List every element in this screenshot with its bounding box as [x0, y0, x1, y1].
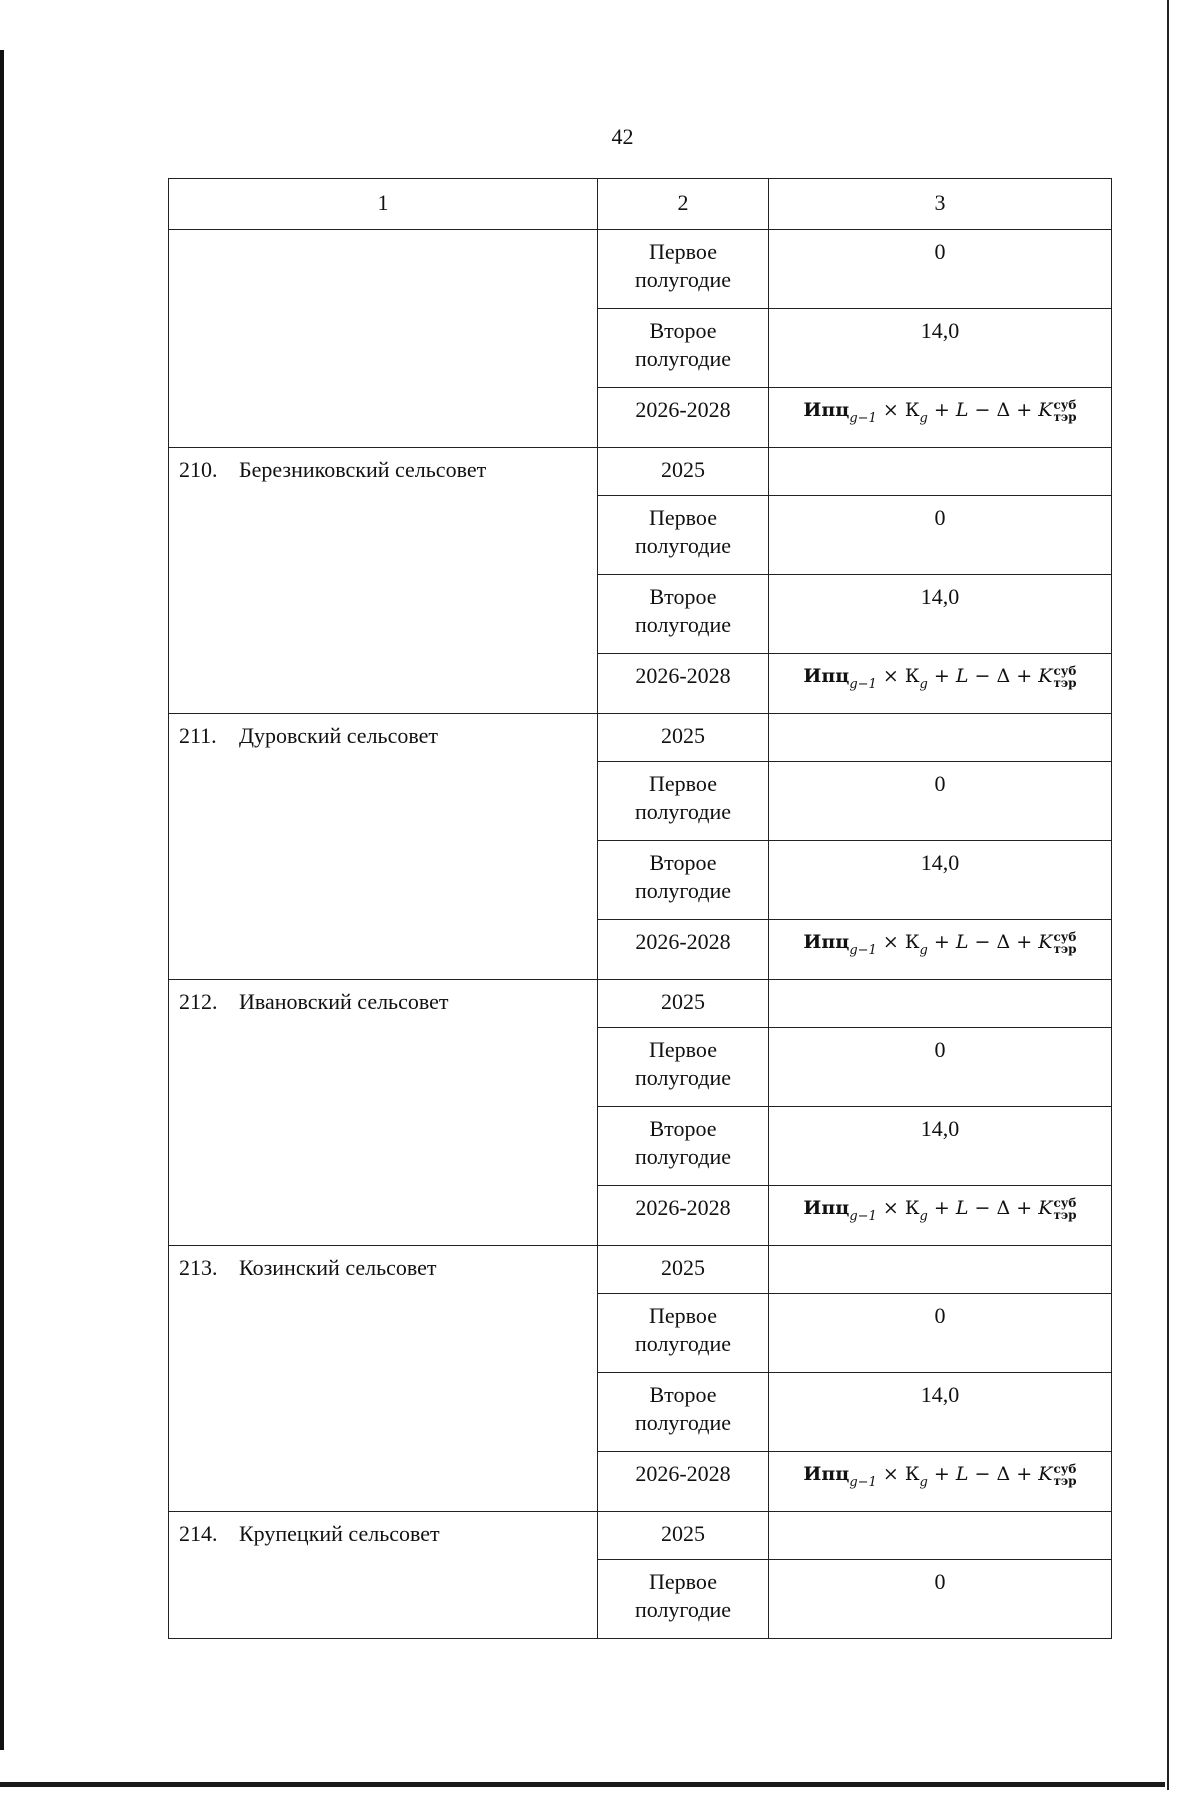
formula-delta: Δ	[996, 665, 1011, 687]
formula-sub: тэр	[1053, 942, 1077, 956]
period-label: Первое полугодие	[598, 1028, 769, 1107]
formula-sub: тэр	[1053, 1474, 1077, 1488]
formula-sup-sub	[1053, 1463, 1076, 1487]
formula-times: ×	[876, 665, 905, 687]
municipality-number: 211.	[179, 723, 217, 748]
period-label: Первое полугодие	[598, 1560, 769, 1639]
formula-sub: g−1	[849, 411, 877, 426]
formula-sup-sub	[1053, 1197, 1076, 1221]
period-label: Первое полугодие	[598, 496, 769, 575]
formula-k-ter: K	[1038, 1197, 1053, 1219]
formula-sup: суб	[1053, 930, 1077, 944]
formula-k-ter: K	[1038, 665, 1053, 687]
formula-k-ter: K	[1038, 1463, 1053, 1485]
formula-cell	[769, 1452, 1112, 1512]
period-label: Второе полугодие	[598, 309, 769, 388]
formula-plus: +	[927, 399, 956, 421]
period-label: 2025	[598, 1512, 769, 1560]
formula-k: К	[904, 665, 920, 687]
formula-l: L	[955, 1463, 969, 1485]
formula-times: ×	[876, 399, 905, 421]
table-row	[169, 714, 1112, 762]
period-label: 2025	[598, 1246, 769, 1294]
formula-sub: тэр	[1053, 410, 1077, 424]
municipality-number: 214.	[179, 1521, 218, 1546]
municipality-name: Дуровский сельсовет	[239, 723, 438, 748]
formula-plus: +	[1010, 1463, 1039, 1485]
formula-cell	[769, 388, 1112, 448]
value-cell-empty	[769, 448, 1112, 496]
formula-minus: −	[968, 931, 997, 953]
formula-sub: g	[919, 1475, 928, 1490]
formula-k: К	[904, 931, 920, 953]
formula-ipc: Ипц	[803, 665, 850, 687]
period-label: Второе полугодие	[598, 841, 769, 920]
formula-ipc: Ипц	[803, 1463, 850, 1485]
formula-plus: +	[927, 1463, 956, 1485]
period-label: 2026-2028	[598, 920, 769, 980]
formula-sup: суб	[1053, 664, 1077, 678]
value-cell: 14,0	[769, 309, 1112, 388]
formula-plus: +	[927, 931, 956, 953]
formula-sub: g−1	[849, 677, 877, 692]
value-cell: 0	[769, 762, 1112, 841]
formula-sup-sub	[1053, 665, 1076, 689]
table-row	[169, 448, 1112, 496]
formula-minus: −	[968, 1463, 997, 1485]
formula-sub: тэр	[1053, 676, 1077, 690]
formula-k: К	[904, 1463, 920, 1485]
value-cell-empty	[769, 1512, 1112, 1560]
value-cell: 14,0	[769, 1373, 1112, 1452]
municipality-name: Ивановский сельсовет	[239, 989, 449, 1014]
table-row	[169, 980, 1112, 1028]
table-row	[169, 1246, 1112, 1294]
formula-sub: g−1	[849, 943, 877, 958]
formula-ipc: Ипц	[803, 1197, 850, 1219]
municipality-cell	[169, 1246, 598, 1512]
scan-edge-bottom	[0, 1782, 1165, 1787]
formula-sub: g	[919, 677, 928, 692]
formula-plus: +	[1010, 399, 1039, 421]
municipality-number: 213.	[179, 1255, 218, 1280]
formula-sub: g	[919, 943, 928, 958]
municipality-cell-continued	[169, 230, 598, 448]
formula-sup: суб	[1053, 1462, 1077, 1476]
period-label: Второе полугодие	[598, 575, 769, 654]
formula-plus: +	[1010, 931, 1039, 953]
table-header-row	[169, 179, 1112, 230]
table-row	[169, 1512, 1112, 1560]
page-number: 42	[611, 124, 634, 149]
scan-edge-left	[0, 50, 4, 1750]
formula-sup: суб	[1053, 1196, 1077, 1210]
municipality-cell	[169, 1512, 598, 1639]
value-cell: 14,0	[769, 575, 1112, 654]
formula-minus: −	[968, 1197, 997, 1219]
municipality-name: Козинский сельсовет	[239, 1255, 437, 1280]
formula-minus: −	[968, 399, 997, 421]
value-cell-empty	[769, 1246, 1112, 1294]
period-label: Второе полугодие	[598, 1373, 769, 1452]
period-label: Второе полугодие	[598, 1107, 769, 1186]
municipality-cell	[169, 980, 598, 1246]
municipality-cell	[169, 714, 598, 980]
municipality-name: Крупецкий сельсовет	[239, 1521, 440, 1546]
formula-sub: g−1	[849, 1209, 877, 1224]
municipality-number: 212.	[179, 989, 218, 1014]
formula-delta: Δ	[996, 1197, 1011, 1219]
formula-plus: +	[1010, 665, 1039, 687]
municipality-number: 210.	[179, 457, 218, 482]
formula-sub: g	[919, 1209, 928, 1224]
value-cell-empty	[769, 714, 1112, 762]
formula-k: К	[904, 1197, 920, 1219]
period-label: 2026-2028	[598, 1186, 769, 1246]
formula-times: ×	[876, 931, 905, 953]
period-label: 2026-2028	[598, 1452, 769, 1512]
formula-l: L	[955, 399, 969, 421]
formula-delta: Δ	[996, 1463, 1011, 1485]
formula-times: ×	[876, 1463, 905, 1485]
formula-ipc: Ипц	[803, 399, 850, 421]
formula-plus: +	[927, 665, 956, 687]
formula-l: L	[955, 665, 969, 687]
formula-plus: +	[1010, 1197, 1039, 1219]
period-label: 2026-2028	[598, 388, 769, 448]
value-cell: 0	[769, 1560, 1112, 1639]
formula-ipc: Ипц	[803, 931, 850, 953]
formula-l: L	[955, 931, 969, 953]
formula-delta: Δ	[996, 931, 1011, 953]
value-cell: 0	[769, 496, 1112, 575]
value-cell: 0	[769, 1028, 1112, 1107]
period-label: 2026-2028	[598, 654, 769, 714]
formula-cell	[769, 1186, 1112, 1246]
formula-minus: −	[968, 665, 997, 687]
formula-sub: тэр	[1053, 1208, 1077, 1222]
formula-l: L	[955, 1197, 969, 1219]
formula-k-ter: K	[1038, 399, 1053, 421]
formula-delta: Δ	[996, 399, 1011, 421]
formula-sup-sub	[1053, 931, 1076, 955]
scan-edge-right	[1167, 0, 1169, 1790]
formula-k: К	[904, 399, 920, 421]
header-col-3: 3	[769, 179, 1112, 230]
value-cell: 14,0	[769, 1107, 1112, 1186]
formula-plus: +	[927, 1197, 956, 1219]
value-cell: 0	[769, 1294, 1112, 1373]
formula-sub: g	[919, 411, 928, 426]
formula-times: ×	[876, 1197, 905, 1219]
period-label: Первое полугодие	[598, 762, 769, 841]
period-label: 2025	[598, 714, 769, 762]
period-label: 2025	[598, 448, 769, 496]
period-label: Первое полугодие	[598, 1294, 769, 1373]
formula-cell	[769, 654, 1112, 714]
value-cell-empty	[769, 980, 1112, 1028]
formula-sup-sub	[1053, 399, 1076, 423]
formula-k-ter: K	[1038, 931, 1053, 953]
period-label: Первое полугодие	[598, 230, 769, 309]
period-label: 2025	[598, 980, 769, 1028]
formula-cell	[769, 920, 1112, 980]
formula-sup: суб	[1053, 398, 1077, 412]
value-cell: 0	[769, 230, 1112, 309]
formula-sub: g−1	[849, 1475, 877, 1490]
tariff-table	[168, 178, 1112, 1639]
municipality-name: Березниковский сельсовет	[239, 457, 487, 482]
table-row	[169, 230, 1112, 309]
header-col-1: 1	[169, 179, 598, 230]
value-cell: 14,0	[769, 841, 1112, 920]
municipality-cell	[169, 448, 598, 714]
header-col-2: 2	[598, 179, 769, 230]
